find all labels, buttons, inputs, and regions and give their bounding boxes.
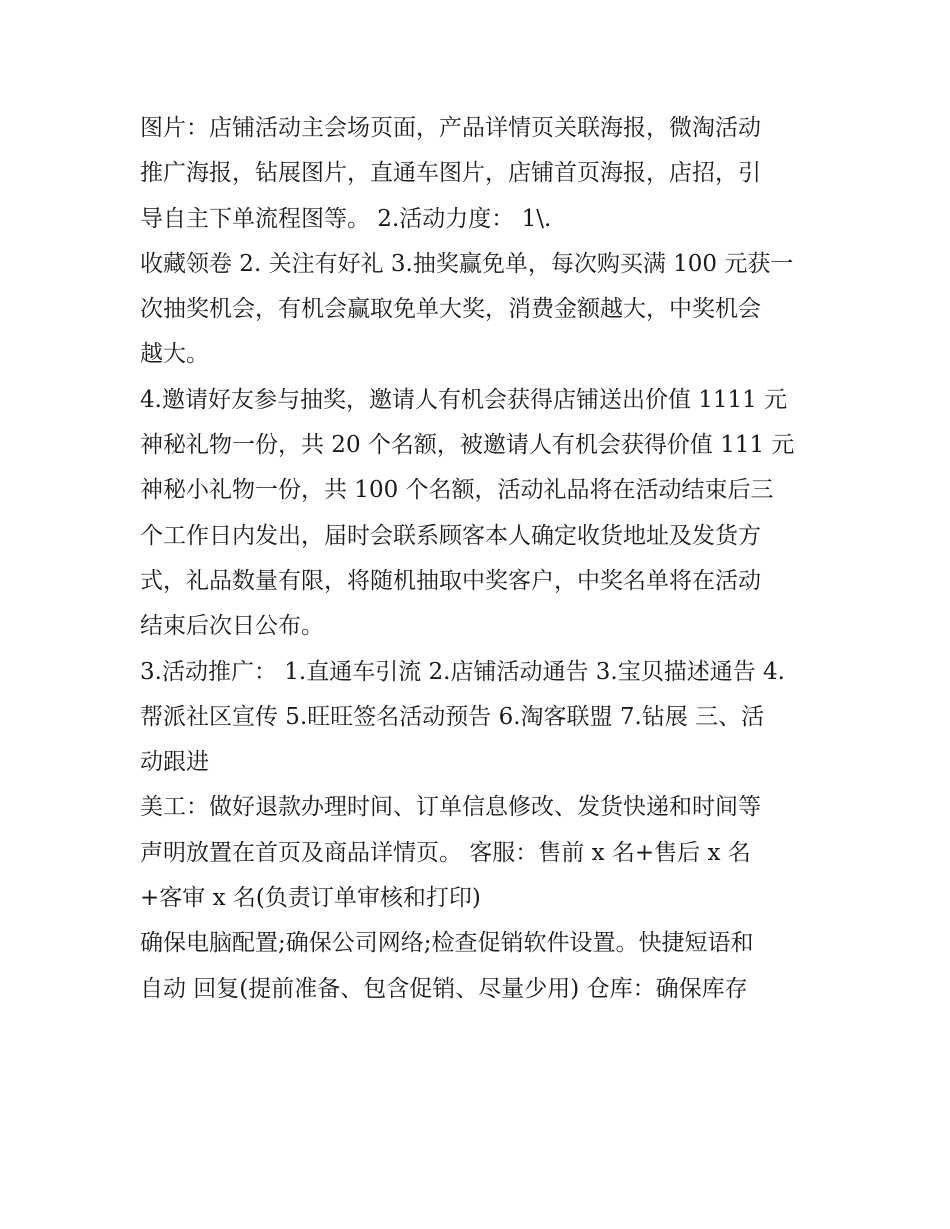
text-line: 神秘小礼物一份，共 100 个名额，活动礼品将在活动结束后三 — [140, 477, 774, 504]
text-line: 美工：做好退款办理时间、订单信息修改、发货快递和时间等 — [140, 794, 761, 821]
text-line: 个工作日内发出，届时会联系顾客本人确定收货地址及发货方 — [140, 522, 761, 549]
text-line: 收藏领卷 2. 关注有好礼 3.抽奖赢免单，每次购买满 100 元获一 — [140, 250, 794, 277]
text-line: 结束后次日公布。 — [140, 613, 324, 640]
text-line: 次抽奖机会，有机会赢取免单大奖，消费金额越大，中奖机会 — [140, 296, 761, 323]
text-line: 确保电脑配置;确保公司网络;检查促销软件设置。快捷短语和 — [140, 930, 754, 957]
text-line: 推广海报，钻展图片，直通车图片，店铺首页海报，店招，引 — [140, 160, 761, 187]
text-line: 4.邀请好友参与抽奖，邀请人有机会获得店铺送出价值 1111 元 — [140, 386, 788, 413]
text-line: 帮派社区宣传 5.旺旺签名活动预告 6.淘客联盟 7.钻展 三、活 — [140, 703, 765, 730]
document-body-text — [140, 106, 820, 1012]
text-line: 动跟进 — [140, 749, 209, 776]
text-line: 导自主下单流程图等。 2.活动力度： 1\. — [140, 205, 552, 232]
text-line: +客审 x 名(负责订单审核和打印) — [140, 885, 481, 912]
text-line: 自动 回复(提前准备、包含促销、尽量少用) 仓库：确保库存 — [140, 975, 748, 1002]
text-line: 3.活动推广： 1.直通车引流 2.店铺活动通告 3.宝贝描述通告 4. — [140, 658, 785, 685]
text-line: 神秘礼物一份，共 20 个名额，被邀请人有机会获得价值 111 元 — [140, 432, 795, 459]
text-line: 越大。 — [140, 341, 209, 368]
text-line: 图片：店铺活动主会场页面，产品详情页关联海报，微淘活动 — [140, 115, 761, 141]
text-line: 式，礼品数量有限，将随机抽取中奖客户，中奖名单将在活动 — [140, 567, 761, 594]
text-line: 声明放置在首页及商品详情页。 客服：售前 x 名+售后 x 名 — [140, 839, 751, 866]
